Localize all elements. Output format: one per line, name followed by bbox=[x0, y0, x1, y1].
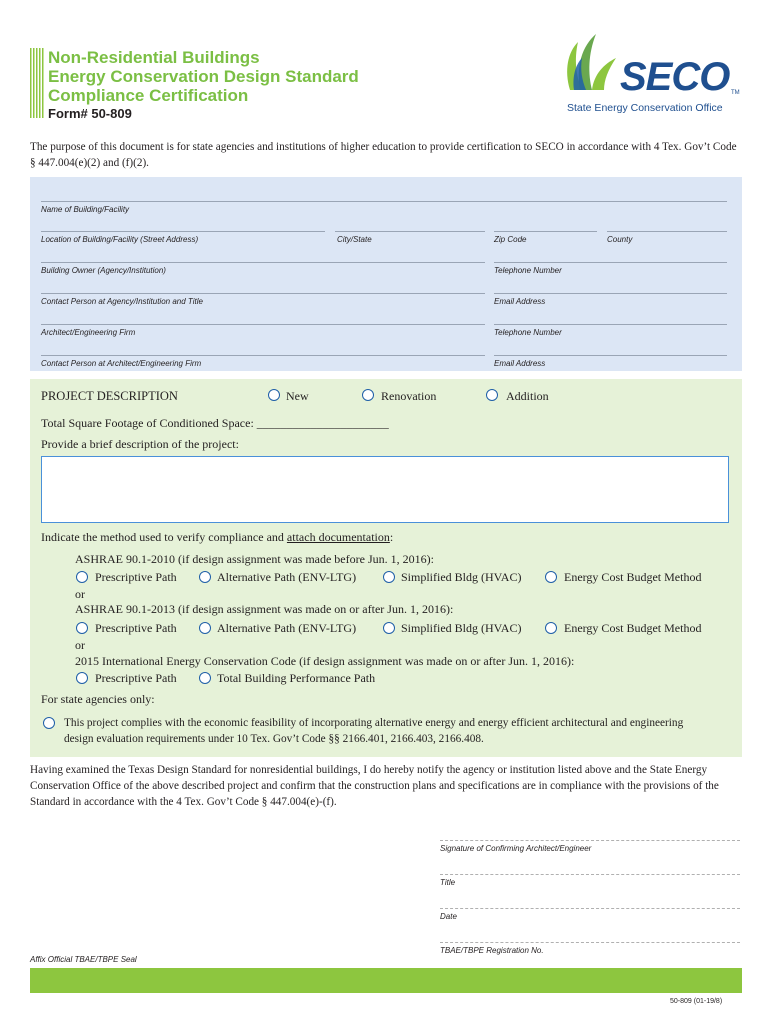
project-description-textarea[interactable] bbox=[41, 456, 729, 523]
firm-email-field[interactable] bbox=[494, 355, 727, 356]
ashrae-2013-ecb-label: Energy Cost Budget Method bbox=[564, 621, 702, 635]
ashrae-2013-ecb-radio[interactable] bbox=[545, 622, 557, 634]
feasibility-radio[interactable] bbox=[43, 717, 55, 729]
renovation-radio[interactable] bbox=[362, 389, 374, 401]
ashrae-2013-prescriptive-label: Prescriptive Path bbox=[95, 621, 177, 635]
registration-label: TBAE/TBPE Registration No. bbox=[440, 946, 544, 955]
title-field[interactable] bbox=[440, 874, 740, 875]
building-name-field[interactable] bbox=[41, 201, 727, 202]
agency-email-field[interactable] bbox=[494, 293, 727, 294]
title-accent-stripes bbox=[30, 48, 44, 118]
firm-contact-field[interactable] bbox=[41, 355, 485, 356]
iecc-performance-radio[interactable] bbox=[199, 672, 211, 684]
method-colon: : bbox=[389, 530, 394, 544]
renovation-label: Renovation bbox=[381, 389, 437, 403]
firm-telephone-label: Telephone Number bbox=[494, 328, 562, 337]
trademark-mark: TM bbox=[731, 90, 740, 96]
seal-label: Affix Official TBAE/TBPE Seal bbox=[30, 955, 137, 964]
feasibility-text-line-1: This project complies with the economic feasibility of incorporating alternative energy and energy efficient architectural and engineering bbox=[64, 717, 684, 729]
building-owner-label: Building Owner (Agency/Institution) bbox=[41, 266, 166, 275]
firm-label: Architect/Engineering Firm bbox=[41, 328, 136, 337]
ashrae-2013-simplified-radio[interactable] bbox=[383, 622, 395, 634]
iecc-prescriptive-radio[interactable] bbox=[76, 672, 88, 684]
feasibility-text-line-2: design evaluation requirements under 10 Tex. Gov’t Code §§ 2166.401, 2166.403, 2166.408. bbox=[64, 733, 484, 745]
square-footage-label: Total Square Footage of Conditioned Space: ______________________ bbox=[41, 416, 389, 430]
or-separator-1: or bbox=[75, 587, 85, 601]
date-label: Date bbox=[440, 912, 457, 921]
agency-contact-label: Contact Person at Agency/Institution and Title bbox=[41, 297, 203, 306]
date-field[interactable] bbox=[440, 908, 740, 909]
owner-telephone-label: Telephone Number bbox=[494, 266, 562, 275]
agency-contact-field[interactable] bbox=[41, 293, 485, 294]
ashrae-2010-simplified-radio[interactable] bbox=[383, 571, 395, 583]
city-state-field[interactable] bbox=[335, 231, 485, 232]
iecc-prescriptive-label: Prescriptive Path bbox=[95, 671, 177, 685]
seco-logo-wordmark: SECO bbox=[620, 55, 730, 99]
method-instruction-text: Indicate the method used to verify compliance and bbox=[41, 530, 287, 544]
ashrae-2013-simplified-label: Simplified Bldg (HVAC) bbox=[401, 621, 522, 635]
ashrae-2010-simplified-label: Simplified Bldg (HVAC) bbox=[401, 570, 522, 584]
new-radio[interactable] bbox=[268, 389, 280, 401]
signature-label: Signature of Confirming Architect/Engineer bbox=[440, 844, 592, 853]
project-description-heading: PROJECT DESCRIPTION bbox=[41, 389, 178, 403]
ashrae-2010-ecb-radio[interactable] bbox=[545, 571, 557, 583]
certification-statement: Having examined the Texas Design Standard for nonresidential buildings, I do hereby notify the agency or institution listed above and the State Energy Conservation Office of the above described project and confirm that the construction plans and specifications are in compliance with the provisions of the Standard in accordance with the 4 Tex. Gov’t Code § 447.004(e)-(f). bbox=[30, 764, 719, 808]
brief-description-label: Provide a brief description of the project: bbox=[41, 437, 239, 451]
city-state-label: City/State bbox=[337, 235, 372, 244]
firm-contact-label: Contact Person at Architect/Engineering Firm bbox=[41, 359, 202, 368]
firm-telephone-field[interactable] bbox=[494, 324, 727, 325]
ashrae-2013-heading: ASHRAE 90.1-2013 (if design assignment was made on or after Jun. 1, 2016): bbox=[75, 602, 454, 616]
registration-field[interactable] bbox=[440, 942, 740, 943]
building-name-label: Name of Building/Facility bbox=[41, 205, 130, 214]
addition-radio[interactable] bbox=[486, 389, 498, 401]
ashrae-2010-prescriptive-radio[interactable] bbox=[76, 571, 88, 583]
ashrae-2010-alternative-radio[interactable] bbox=[199, 571, 211, 583]
agency-email-label: Email Address bbox=[494, 297, 546, 306]
county-field[interactable] bbox=[607, 231, 727, 232]
ashrae-2010-ecb-label: Energy Cost Budget Method bbox=[564, 570, 702, 584]
iecc-2015-heading: 2015 International Energy Conservation Code (if design assignment was made on or after Jun. 1, 2016): bbox=[75, 654, 575, 668]
method-instruction bbox=[41, 530, 393, 544]
form-number: Form# 50-809 bbox=[48, 106, 132, 121]
owner-telephone-field[interactable] bbox=[494, 262, 727, 263]
new-label: New bbox=[286, 389, 309, 403]
title-label: Title bbox=[440, 878, 456, 887]
purpose-statement: The purpose of this document is for state agencies and institutions of higher education to provide certification to SECO in accordance with 4 Tex. Gov’t Code § 447.004(e)(2) and (f)(2). bbox=[30, 141, 737, 169]
county-label: County bbox=[607, 235, 633, 244]
zip-code-field[interactable] bbox=[494, 231, 597, 232]
form-title-line-3: Compliance Certification bbox=[48, 86, 249, 105]
iecc-performance-label: Total Building Performance Path bbox=[217, 671, 376, 685]
firm-field[interactable] bbox=[41, 324, 485, 325]
ashrae-2010-alternative-label: Alternative Path (ENV-LTG) bbox=[217, 570, 357, 584]
or-separator-2: or bbox=[75, 638, 85, 652]
zip-code-label: Zip Code bbox=[494, 235, 527, 244]
ashrae-2010-prescriptive-label: Prescriptive Path bbox=[95, 570, 177, 584]
addition-label: Addition bbox=[506, 389, 549, 403]
form-title-line-1: Non-Residential Buildings bbox=[48, 48, 260, 67]
ashrae-2010-heading: ASHRAE 90.1-2010 (if design assignment was made before Jun. 1, 2016): bbox=[75, 552, 434, 566]
form-title-line-2: Energy Conservation Design Standard bbox=[48, 67, 359, 86]
firm-email-label: Email Address bbox=[494, 359, 546, 368]
street-address-field[interactable] bbox=[41, 231, 325, 232]
attach-documentation-text: attach documentation bbox=[286, 530, 390, 544]
street-address-label: Location of Building/Facility (Street Address) bbox=[41, 235, 199, 244]
ashrae-2013-alternative-label: Alternative Path (ENV-LTG) bbox=[217, 621, 357, 635]
state-agencies-label: For state agencies only: bbox=[41, 692, 155, 706]
signature-field[interactable] bbox=[440, 840, 740, 841]
form-revision-code: 50-809 (01-19/8) bbox=[670, 998, 723, 1005]
ashrae-2013-prescriptive-radio[interactable] bbox=[76, 622, 88, 634]
building-owner-field[interactable] bbox=[41, 262, 485, 263]
seco-logo-subtitle: State Energy Conservation Office bbox=[567, 102, 723, 114]
footer-bar bbox=[30, 968, 742, 993]
ashrae-2013-alternative-radio[interactable] bbox=[199, 622, 211, 634]
